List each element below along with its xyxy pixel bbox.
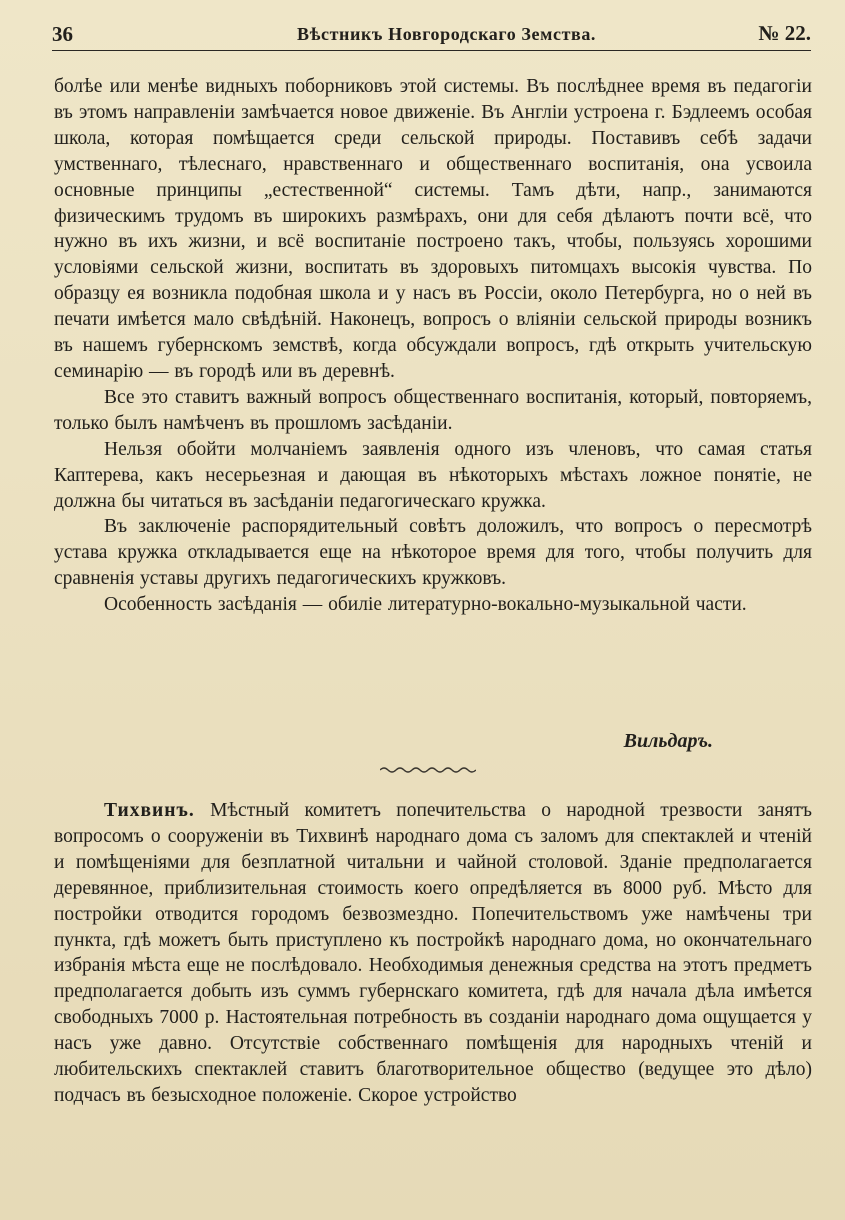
- running-title: Вѣстникъ Новгородскаго Земства.: [296, 24, 597, 44]
- place-name: Тихвинъ.: [104, 800, 195, 821]
- paragraph: Въ заключеніе распорядительный совѣтъ доложилъ, что вопросъ о пересмотрѣ устава кружка откладывается еще на нѣкоторое время для того, чтобы получить для сравненія уставы другихъ педагогическихъ кружковъ.: [54, 516, 812, 590]
- news-text: Мѣстный комитетъ попечительства о народной трезвости занятъ вопросомъ о сооруженіи въ Тихвинѣ народнаго дома съ заломъ для спектаклей и чтеній и помѣщеніями для безплатной читальни и чайной столовой. Зданіе предполагается деревянное, приблизительная стоимость коего опредѣляется въ 8000 руб. Мѣсто для постройки отводится городомъ безвозмездно. Попечительствомъ уже намѣчены три пункта, гдѣ можетъ быть приступлено къ постройкѣ народнаго дома, но окончательнаго избранія мѣста еще не послѣдовало. Необходимыя денежныя средства на этотъ предметъ предполагается добыть изъ суммъ губернскаго комитета, гдѣ для начала дѣла имѣется свободныхъ 7000 р. Настоятельная потребность въ созданіи народнаго дома ощущается у насъ уже давно. Отсутствіе собственнаго помѣщенія для народныхъ чтеній и любительскихъ спектаклей ставитъ благотворительное общество (ведущее это дѣло) подчасъ въ безысходное положеніе. Скорое устройство: [54, 800, 812, 1106]
- page-header: [52, 18, 811, 51]
- paragraph: Особенность засѣданія — обиліе литературно-вокально-музыкальной части.: [104, 594, 747, 616]
- paragraph: Все это ставитъ важный вопросъ общественнаго воспитанія, который, повторяемъ, только былъ намѣченъ въ прошломъ засѣданіи.: [54, 386, 812, 434]
- paragraph: Нельзя обойти молчаніемъ заявленія одного изъ членовъ, что самая статья Каптерева, какъ несерьезная и дающая въ нѣкоторыхъ мѣстахъ ложное понятіе, не должна бы читаться въ засѣданіи педагогическаго кружка.: [54, 438, 812, 512]
- news-item-tikhvin: [54, 798, 812, 1109]
- author-signature: Вильдаръ.: [623, 730, 713, 752]
- paragraph: [54, 798, 812, 1109]
- issue-number: № 22.: [758, 21, 811, 45]
- wavy-divider-ornament: [380, 766, 476, 774]
- paragraph: болѣе или менѣе видныхъ поборниковъ этой системы. Въ послѣднее время въ педагогіи въ этомъ направленіи замѣчается новое движеніе. Въ Англіи устроена г. Бэдлеемъ особая школа, которая помѣщается среди сельской природы. Поставивъ себѣ задачи умственнаго, тѣлеснаго, нравственнаго и общественнаго воспитанія, она усвоила основные принципы „естественной“ системы. Тамъ дѣти, напр., занимаются физическимъ трудомъ въ широкихъ размѣрахъ, они для себя дѣлаютъ почти всё, что нужно въ ихъ жизни, и всё воспитаніе построено такъ, чтобы, пользуясь хорошими условіями сельской жизни, воспитать въ здоровыхъ питомцахъ высокія чувства. По образцу ея возникла подобная школа и у насъ въ Россіи, около Петербурга, но о ней въ печати имѣется мало свѣдѣній. Наконецъ, вопросъ о вліяніи сельской природы возникъ въ нашемъ губернскомъ земствѣ, когда обсуждали вопросъ, гдѣ открыть учительскую семинарію — въ городѣ или въ деревнѣ.: [54, 76, 812, 382]
- article-continuation: [54, 74, 812, 618]
- page-number: 36: [52, 22, 73, 46]
